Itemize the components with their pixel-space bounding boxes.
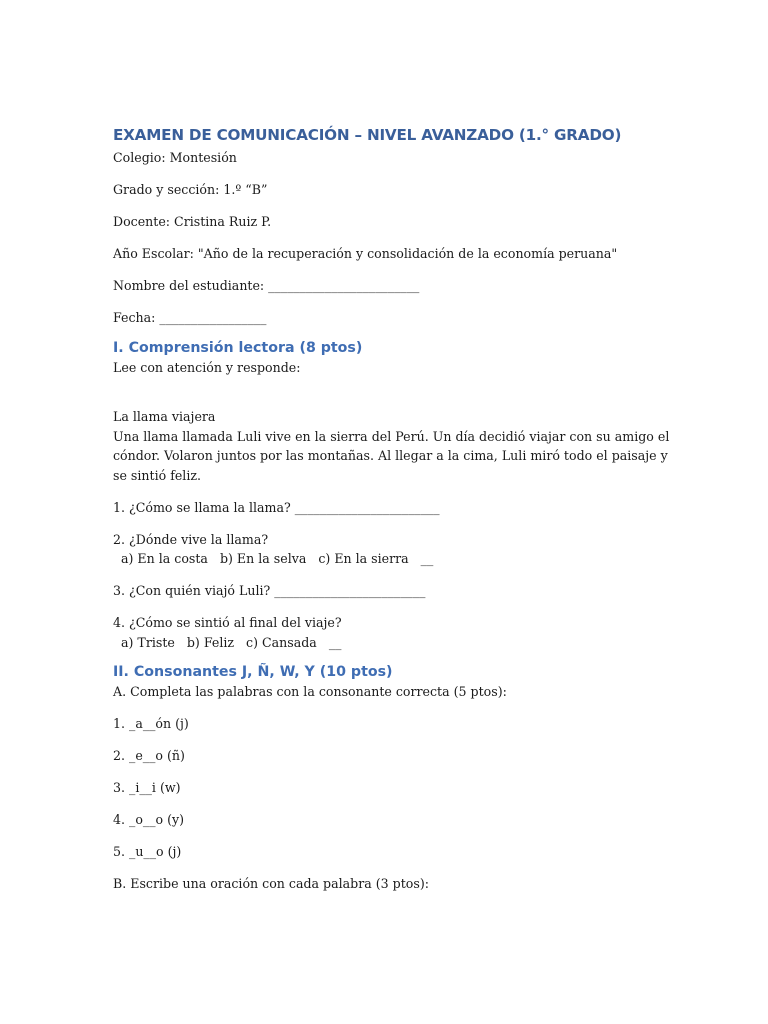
consonant-item-1: 1. _a__ón (j) (113, 716, 189, 731)
school-year-line: Año Escolar: "Año de la recuperación y consolidación de la economía peruana" (113, 246, 618, 261)
part-a-instruction: A. Completa las palabras con la consonante correcta (5 ptos): (113, 684, 507, 699)
grade-line: Grado y sección: 1.º “B” (113, 182, 268, 197)
student-name-line: Nombre del estudiante: ________________________ (113, 278, 420, 293)
consonant-item-4: 4. _o__o (y) (113, 812, 185, 827)
question-4-options: a) Triste b) Feliz c) Cansada __ (121, 634, 342, 650)
question-2: 2. ¿Dónde vive la llama? (113, 531, 269, 547)
part-b-instruction: B. Escribe una oración con cada palabra (3 ptos): (113, 876, 429, 891)
question-1: 1. ¿Cómo se llama la llama? _______________________ (113, 499, 440, 515)
consonant-item-3: 3. _i__i (w) (113, 780, 181, 795)
question-2-options: a) En la costa b) En la selva c) En la sierra __ (121, 551, 434, 566)
teacher-line: Docente: Cristina Ruiz P. (113, 214, 272, 229)
question-3: 3. ¿Con quién viajó Luli? ________________________ (113, 583, 426, 598)
section-2-heading: II. Consonantes J, Ñ, W, Y (10 ptos) (113, 664, 393, 680)
consonant-item-2: 2. _e__o (ñ) (113, 748, 185, 763)
question-4: 4. ¿Cómo se sintió al final del viaje? (113, 615, 342, 630)
date-line: Fecha: _________________ (113, 310, 267, 325)
story-title: La llama viajera (113, 409, 216, 424)
exam-document (113, 124, 673, 894)
reading-instruction: Lee con atención y responde: (113, 359, 301, 375)
exam-title: EXAMEN DE COMUNICACIÓN – NIVEL AVANZADO (1.° GRADO) (113, 126, 622, 144)
school-line: Colegio: Montesión (113, 150, 237, 165)
story-text: Una llama llamada Luli vive en la sierra del Perú. Un día decidió viajar con su amigo el cóndor. Volaron juntos por las montañas. Al llegar a la cima, Luli miró todo el paisaje y se sintió feliz. (113, 428, 670, 483)
section-1-heading: I. Comprensión lectora (8 ptos) (113, 339, 363, 356)
consonant-item-5: 5. _u__o (j) (113, 844, 182, 859)
